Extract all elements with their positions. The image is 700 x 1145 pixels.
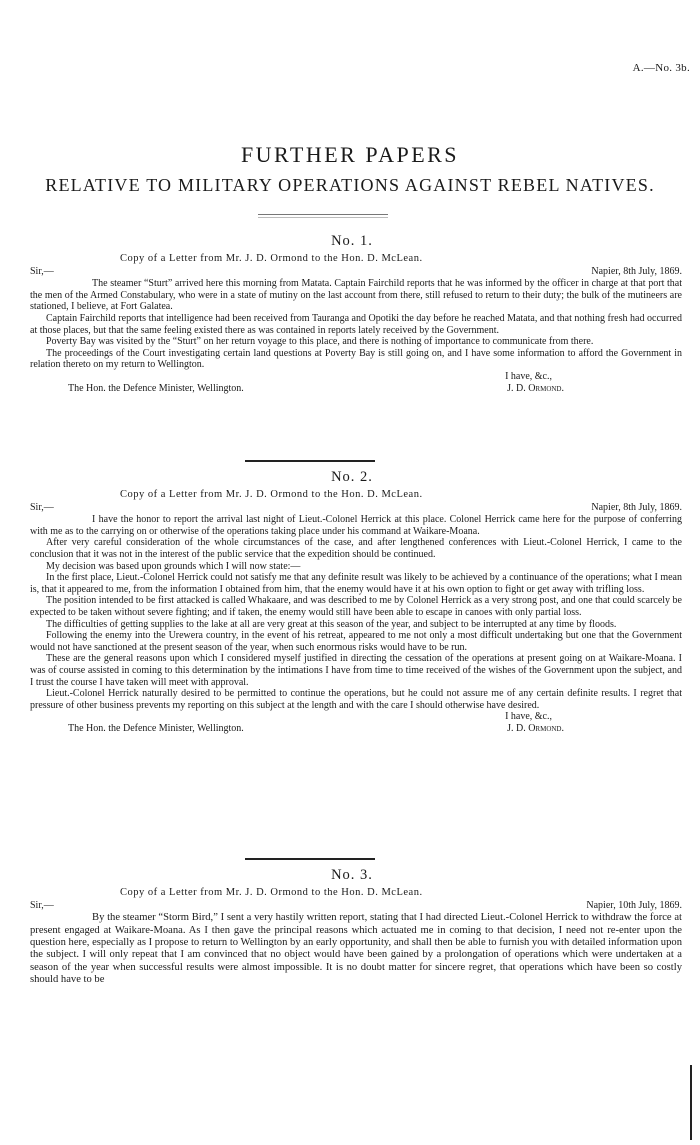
document-subtitle: RELATIVE TO MILITARY OPERATIONS AGAINST REBEL NATIVES. (45, 175, 655, 195)
title-divider (258, 214, 388, 218)
addressee: The Hon. the Defence Minister, Wellington. (68, 382, 244, 394)
paragraph: After very careful consideration of the whole circumstances of the case, and after lengthened conferences with Lieut.-Colonel Herrick, I came to the conclusion that it was not in the interest of the public service that the expedition should be continued. (30, 537, 682, 560)
paragraph: Lieut.-Colonel Herrick naturally desired to be permitted to continue the operations, but he could not assure me of any certain definite results. I regret that pressure of other business prevents my reporting on this subject at the length and with the care I should otherwise have desired. (30, 688, 682, 711)
letter-heading: Copy of a Letter from Mr. J. D. Ormond to the Hon. D. McLean. (120, 886, 423, 898)
paragraph: The difficulties of getting supplies to the lake at all are very great at this season of the year, and subject to be interrupted at any time by floods. (46, 618, 617, 630)
closing: I have, &c., (505, 370, 552, 382)
letter-1 (30, 233, 682, 395)
section-divider (245, 460, 375, 462)
paragraph: I have the honor to report the arrival last night of Lieut.-Colonel Herrick at this place. Colonel Herrick came here for the purpose of conferring with me as to the carrying on or otherwise of the operations taking place under his command at Waikare-Moana. (30, 514, 682, 537)
letter-date: Napier, 8th July, 1869. (591, 502, 682, 514)
paragraph: In the first place, Lieut.-Colonel Herrick could not satisfy me that any definite result was likely to be achieved by a continuance of the operations; what I mean is, that it appeared to me, from the information I obtained from him, that the enemy would have it at his own option to fight or get away with trifling loss. (30, 572, 682, 595)
paragraph: By the steamer “Storm Bird,” I sent a very hastily written report, stating that I had directed Lieut.-Colonel Herrick to withdraw the force at present engaged at Waikare-Moana. As I then gave the principal reasons which actuated me in coming to that decision, I need not re-enter upon the question here, especially as I propose to return to Wellington by an early opportunity, and shall then be able to furnish you with detailed information upon the subject. I will only repeat that I am convinced that no object would have been gained by a prolongation of operations which were undertaken at a season of the year when successful results were almost impossible. It is no doubt matter for sincere regret, that operations which have been so costly should have to be (30, 912, 682, 986)
salutation-line (30, 502, 682, 514)
closing: I have, &c., (505, 711, 552, 723)
signature-line (30, 723, 682, 735)
signature-line (30, 383, 682, 395)
addressee: The Hon. the Defence Minister, Wellington. (68, 722, 244, 734)
letter-date: Napier, 8th July, 1869. (591, 266, 682, 278)
paragraph: These are the general reasons upon which I considered myself justified in directing the cessation of the operations at present going on at Waikare-Moana. I was of course assisted in coming to this determination by the intimations I have from time to time received of the wishes of the Government upon the subject, and I trust the course I have taken will meet with approval. (30, 653, 682, 688)
letter-heading: Copy of a Letter from Mr. J. D. Ormond to the Hon. D. McLean. (120, 252, 423, 264)
signature: J. D. Ormond. (507, 722, 564, 734)
signature: J. D. Ormond. (507, 382, 564, 394)
salutation-line (30, 900, 682, 912)
paragraph: The position intended to be first attacked is called Whakaare, and was described to me by Colonel Herrick as a very strong post, and one that could scarcely be expected to be taken without severe fighting; and if taken, the enemy would still have been able to escape in canoes with only partial loss. (30, 595, 682, 618)
salutation: Sir,— (30, 502, 54, 514)
letter-number: No. 1. (331, 233, 373, 249)
paragraph: The proceedings of the Court investigating certain land questions at Poverty Bay is still going on, and I have some information to afford the Government in relation thereto on my return to Wellington. (30, 347, 682, 371)
salutation: Sir,— (30, 900, 54, 912)
paragraph: Captain Fairchild reports that intelligence had been received from Tauranga and Opotiki the day before he reached Matata, and that nothing fresh had occurred at those places, but that the same feeling existed there as was contained in reports lately received by the Government. (30, 312, 682, 336)
letter-date: Napier, 10th July, 1869. (586, 900, 682, 912)
page-reference: A.—No. 3b. (632, 62, 690, 74)
letter-number: No. 2. (331, 469, 373, 485)
margin-mark (690, 1065, 692, 1140)
salutation-line (30, 266, 682, 278)
letter-2 (30, 469, 682, 735)
section-divider (245, 858, 375, 860)
paragraph: The steamer “Sturt” arrived here this morning from Matata. Captain Fairchild reports that he was informed by the officer in charge at that port that the men of the Armed Constabulary, who were in a state of mutiny on the last account from there, still refused to return to their duty; the bulk of the mutineers are stationed, I believe, at Fort Galatea. (30, 278, 682, 313)
document-title: FURTHER PAPERS (240, 142, 460, 167)
letter-3 (30, 867, 682, 987)
paragraph: My decision was based upon grounds which I will now state:— (46, 560, 301, 572)
salutation: Sir,— (30, 266, 54, 278)
letter-heading: Copy of a Letter from Mr. J. D. Ormond to the Hon. D. McLean. (120, 488, 423, 500)
paragraph: Following the enemy into the Urewera country, in the event of his retreat, appeared to me not only a most difficult undertaking but one that the Government would not have sanctioned at the present season of the year, when such enormous risks would have to be run. (30, 630, 682, 653)
paragraph: Poverty Bay was visited by the “Sturt” on her return voyage to this place, and there is nothing of importance to communicate from there. (46, 336, 594, 348)
letter-number: No. 3. (331, 867, 373, 883)
